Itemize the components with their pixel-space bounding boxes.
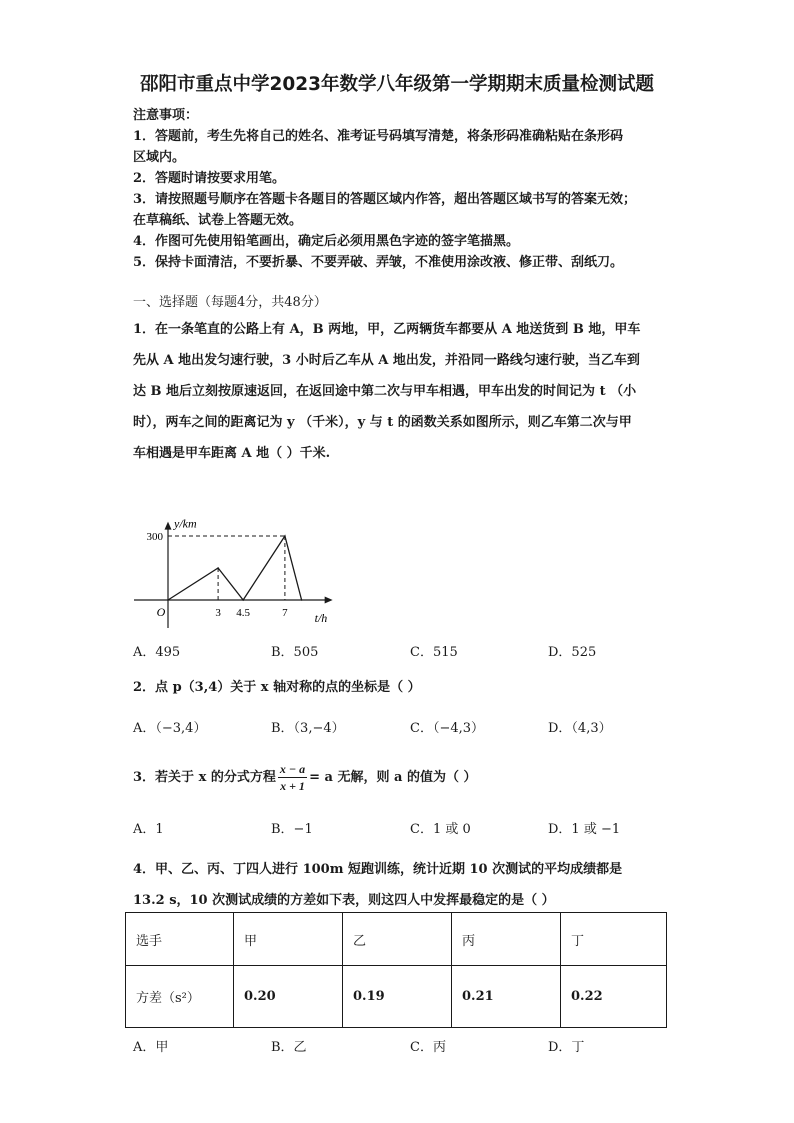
data-point [242, 599, 244, 601]
q3-option-d[interactable]: D．1 或 −1 [548, 822, 621, 837]
q1-line-4: 时），两车之间的距离记为 y （千米），y 与 t 的函数关系如图所示，则乙车第二次与甲 [133, 415, 632, 430]
x-tick-label: 3 [215, 607, 221, 619]
table-header-cell: 丁 [561, 913, 667, 966]
q2-option-a[interactable]: A．（−3,4） [133, 721, 207, 736]
q3-option-c[interactable]: C．1 或 0 [410, 822, 471, 837]
table-cell: 0.19 [343, 966, 452, 1028]
q4-option-b[interactable]: B．乙 [271, 1040, 307, 1055]
distance-time-chart [120, 478, 340, 628]
notice-item-4: 4．作图可先使用铅笔画出，确定后必须用黑色字迹的签字笔描黑。 [133, 234, 520, 249]
q2-option-b[interactable]: B．（3,−4） [271, 721, 345, 736]
data-point [217, 567, 219, 569]
q3-stem-prefix: 3．若关于 x 的分式方程 [133, 770, 276, 785]
x-axis-label: t/h [314, 611, 328, 625]
q1-line-1: 1．在一条笔直的公路上有 A，B 两地，甲，乙两辆货车都要从 A 地送货到 B 地，甲车 [133, 322, 641, 337]
q3-fraction-denominator: x + 1 [280, 779, 305, 793]
y-tick-label: 300 [146, 531, 163, 544]
q3-stem-suffix: = a 无解，则 a 的值为（ ） [309, 770, 477, 785]
section-heading: 一、选择题（每题4分，共48分） [133, 295, 327, 310]
notice-item-3a: 3．请按照题号顺序在答题卡各题目的答题区域内作答，超出答题区域书写的答案无效； [133, 192, 637, 207]
table-header-cell: 选手 [126, 913, 234, 966]
notice-item-3b: 在草稿纸、试卷上答题无效。 [133, 213, 303, 228]
q3-option-a[interactable]: A．1 [133, 822, 164, 837]
y-axis-arrow [165, 522, 172, 530]
origin-label: O [156, 605, 166, 619]
notice-item-2: 2．答题时请按要求用笔。 [133, 171, 286, 186]
table-header-row [126, 913, 667, 966]
q1-option-a[interactable]: A．495 [133, 645, 181, 660]
variance-table [125, 912, 667, 1028]
x-tick-label: 7 [282, 607, 288, 619]
x-tick-label: 4.5 [236, 607, 251, 619]
data-point [301, 599, 303, 601]
x-axis-arrow [325, 597, 333, 604]
q1-line-3: 达 B 地后立刻按原速返回，在返回途中第二次与甲车相遇，甲车出发的时间记为 t （小 [133, 384, 637, 399]
table-cell: 0.21 [452, 966, 561, 1028]
q3-fraction-numerator: x − a [279, 762, 306, 776]
q3-stem [133, 761, 477, 794]
q4-option-d[interactable]: D．丁 [548, 1040, 585, 1055]
table-cell: 0.20 [234, 966, 343, 1028]
notice-heading: 注意事项： [133, 108, 199, 123]
table-row-label: 方差（s²） [126, 966, 234, 1028]
q4-option-a[interactable]: A．甲 [133, 1040, 169, 1055]
page-title: 邵阳市重点中学2023年数学八年级第一学期期末质量检测试题 [140, 74, 654, 95]
q2-option-d[interactable]: D．（4,3） [548, 721, 612, 736]
table-header-cell: 甲 [234, 913, 343, 966]
q1-line-2: 先从 A 地出发匀速行驶，3 小时后乙车从 A 地出发，并沿同一路线匀速行驶，当乙车到 [133, 353, 640, 368]
data-point [284, 535, 286, 537]
data-point [167, 599, 169, 601]
q4-line-2: 13.2 s，10 次测试成绩的方差如下表，则这四人中发挥最稳定的是（ ） [133, 893, 555, 908]
q3-fraction [278, 761, 307, 794]
q1-option-b[interactable]: B．505 [271, 645, 319, 660]
q1-option-d[interactable]: D．525 [548, 645, 597, 660]
q3-option-b[interactable]: B．−1 [271, 822, 313, 837]
notice-item-1b: 区域内。 [133, 150, 186, 165]
table-header-cell: 乙 [343, 913, 452, 966]
notice-item-1a: 1．答题前，考生先将自己的姓名、准考证号码填写清楚，将条形码准确粘贴在条形码 [133, 129, 624, 144]
q4-line-1: 4．甲、乙、丙、丁四人进行 100m 短跑训练，统计近期 10 次测试的平均成绩都是 [133, 862, 623, 877]
q2-stem: 2．点 p（3,4）关于 x 轴对称的点的坐标是（ ） [133, 680, 421, 695]
distance-series-line [168, 536, 302, 600]
q4-option-c[interactable]: C．丙 [410, 1040, 446, 1055]
q1-line-5: 车相遇是甲车距离 A 地（ ）千米. [133, 446, 331, 461]
y-axis-label: y/km [174, 516, 197, 531]
table-header-cell: 丙 [452, 913, 561, 966]
q2-option-c[interactable]: C．（−4,3） [410, 721, 485, 736]
q1-option-c[interactable]: C．515 [410, 645, 458, 660]
table-row [126, 966, 667, 1028]
table-cell: 0.22 [561, 966, 667, 1028]
notice-item-5: 5．保持卡面清洁，不要折暴、不要弄破、弄皱，不准使用涂改液、修正带、刮纸刀。 [133, 255, 624, 270]
